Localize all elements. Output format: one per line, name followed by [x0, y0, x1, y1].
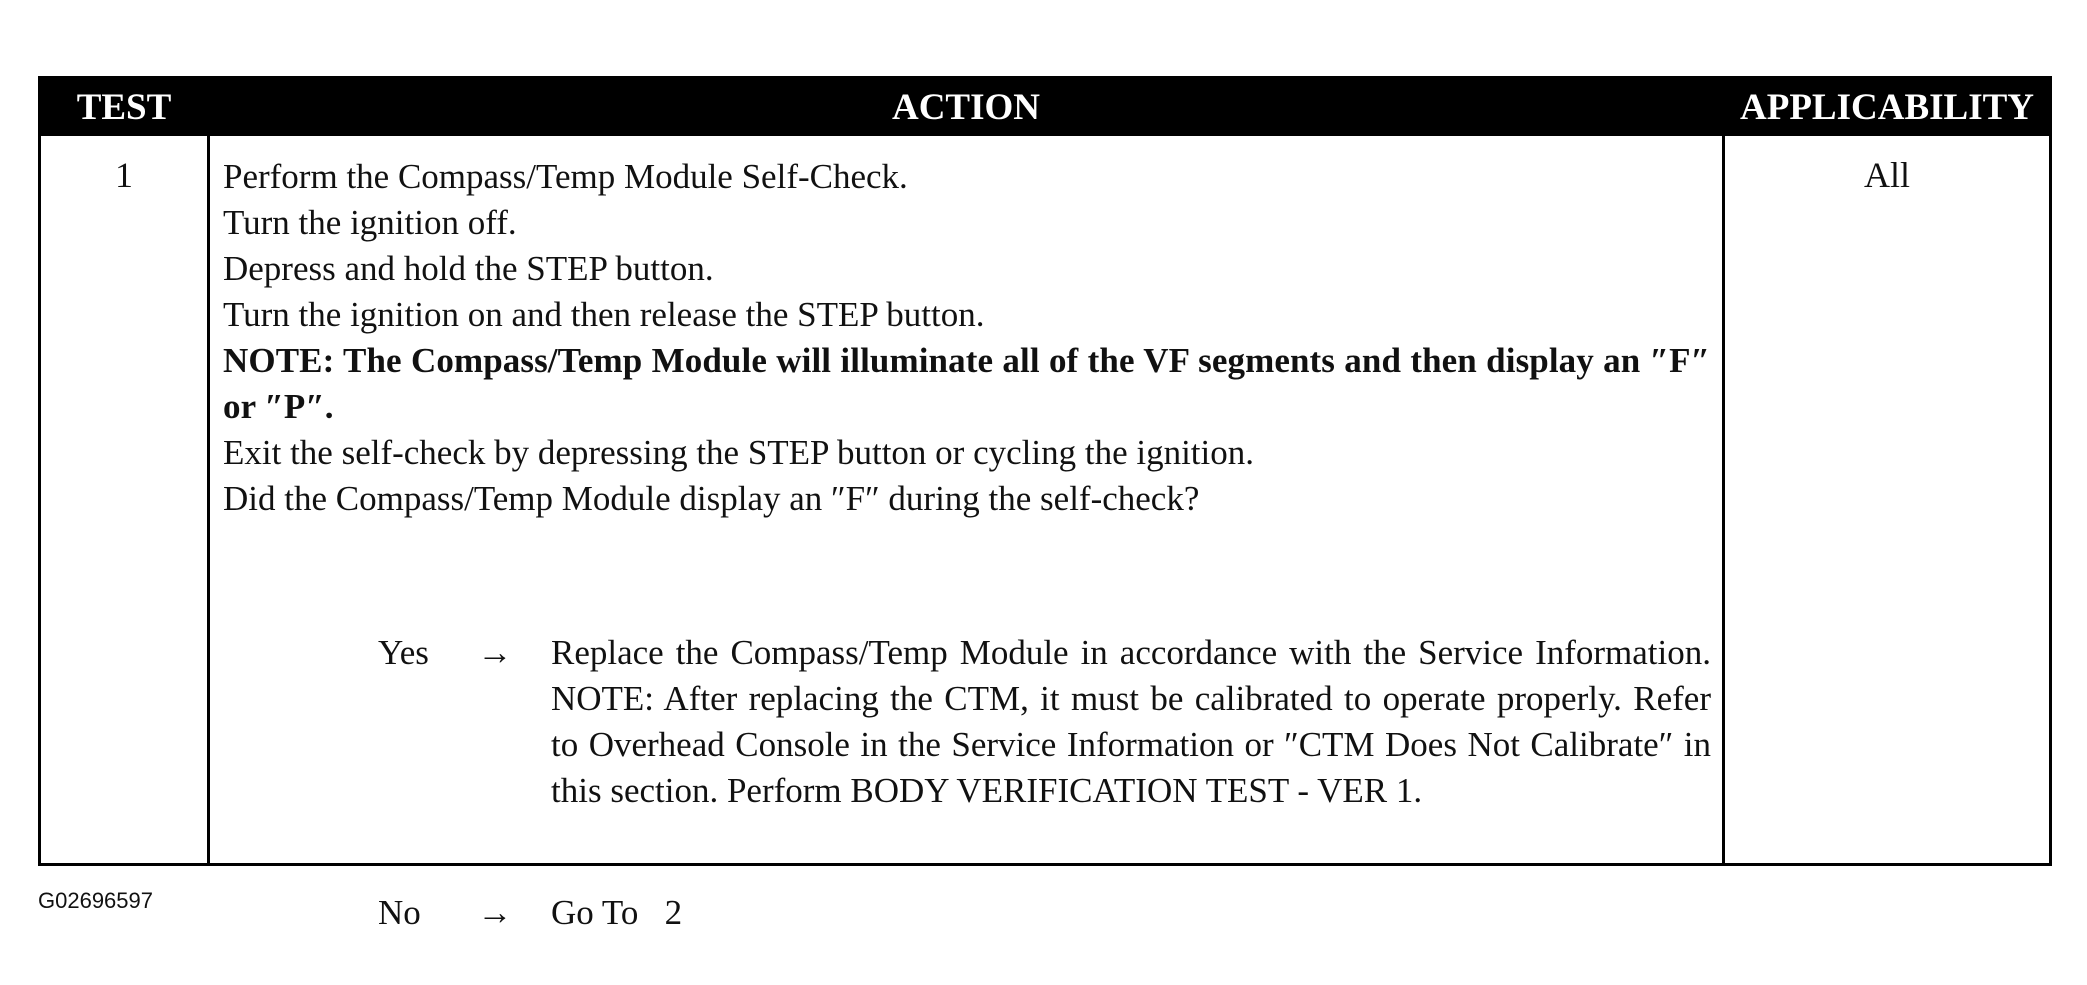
- header-applicability: APPLICABILITY: [1740, 87, 2034, 128]
- result-yes-text: Replace the Compass/Temp Module in accordance with the Service Information. NOTE: After replacing the CTM, it must be calibrated to operate properly. Refer to Overhead Console in the Service Information or ″CTM Does Not Calibrate″ in this section. Perform BODY VERIFICATION TEST - VER 1.: [551, 633, 1711, 810]
- action-step: Perform the Compass/Temp Module Self-Check.: [223, 157, 908, 196]
- arrow-right-icon: →: [477, 893, 513, 932]
- header-test: TEST: [76, 87, 172, 128]
- header-action: ACTION: [891, 87, 1041, 128]
- action-cell: [223, 154, 1713, 932]
- result-yes-label: Yes: [378, 633, 429, 672]
- figure-id: G02696597: [38, 888, 153, 913]
- result-no-label: No: [378, 893, 421, 932]
- arrow-right-icon: →: [477, 633, 513, 672]
- applicability-value: All: [1863, 155, 1910, 195]
- column-divider: [207, 136, 210, 863]
- table-header: [41, 79, 2049, 136]
- action-note: NOTE: The Compass/Temp Module will illuminate all of the VF segments and then display an ″F″ or ″P″.: [223, 341, 1710, 426]
- result-no-text: Go To 2: [551, 893, 683, 932]
- action-step: Depress and hold the STEP button.: [223, 249, 714, 288]
- action-step: Exit the self-check by depressing the STEP button or cycling the ignition.: [223, 433, 1254, 472]
- action-step: Turn the ignition on and then release the STEP button.: [223, 295, 985, 334]
- action-question: Did the Compass/Temp Module display an ″F″ during the self-check?: [223, 479, 1200, 518]
- column-divider: [1722, 136, 1725, 863]
- action-step: Turn the ignition off.: [223, 203, 517, 242]
- test-number: 1: [115, 155, 133, 195]
